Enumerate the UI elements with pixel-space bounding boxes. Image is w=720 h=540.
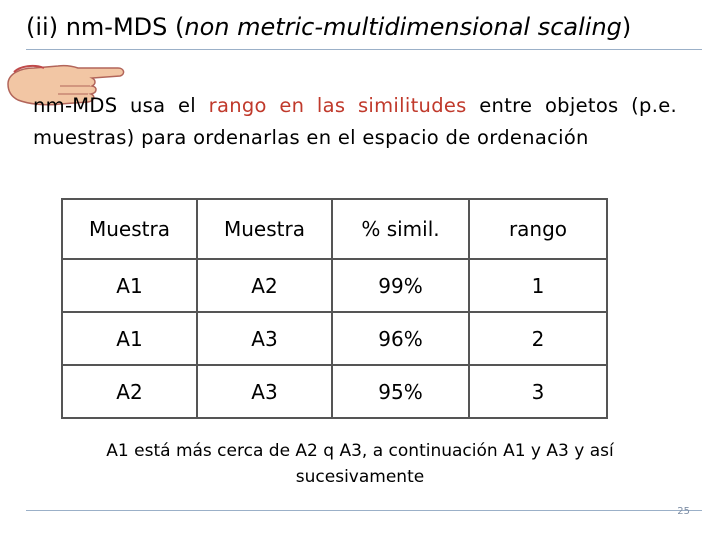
table-cell: A2 bbox=[62, 365, 197, 418]
table-cell: 3 bbox=[469, 365, 607, 418]
table-cell: 1 bbox=[469, 259, 607, 312]
paragraph-highlight: rango en las similitudes bbox=[208, 94, 467, 117]
table-cell: A1 bbox=[62, 312, 197, 365]
table-row bbox=[62, 259, 607, 312]
header-cell: Muestra bbox=[197, 199, 332, 259]
table-cell: A1 bbox=[62, 259, 197, 312]
table-header-row bbox=[62, 199, 607, 259]
similarity-table bbox=[61, 198, 608, 419]
explanation-caption: A1 está más cerca de A2 q A3, a continuación A1 y A3 y así sucesivamente bbox=[106, 441, 614, 487]
slide-title bbox=[26, 10, 706, 44]
table-cell: 2 bbox=[469, 312, 607, 365]
page-number: 25 bbox=[677, 506, 690, 517]
table-cell: A3 bbox=[197, 365, 332, 418]
table-cell: 96% bbox=[332, 312, 469, 365]
table-row bbox=[62, 312, 607, 365]
title-suffix: ) bbox=[621, 13, 632, 41]
title-divider bbox=[26, 49, 702, 50]
table-row bbox=[62, 365, 607, 418]
header-cell: Muestra bbox=[62, 199, 197, 259]
title-prefix: (ii) nm-MDS ( bbox=[26, 13, 185, 41]
title-italic: non metric-multidimensional scaling bbox=[184, 13, 622, 41]
table-cell: A3 bbox=[197, 312, 332, 365]
paragraph-part2: entre objetos (p.e. muestras) para ordenarlas en el espacio de ordenación bbox=[33, 94, 677, 149]
table-cell: A2 bbox=[197, 259, 332, 312]
footer-divider bbox=[26, 510, 702, 511]
header-cell: % simil. bbox=[332, 199, 469, 259]
header-cell: rango bbox=[469, 199, 607, 259]
table-cell: 99% bbox=[332, 259, 469, 312]
description-paragraph bbox=[33, 90, 677, 154]
paragraph-part1: nm-MDS usa el bbox=[33, 94, 209, 117]
table-cell: 95% bbox=[332, 365, 469, 418]
